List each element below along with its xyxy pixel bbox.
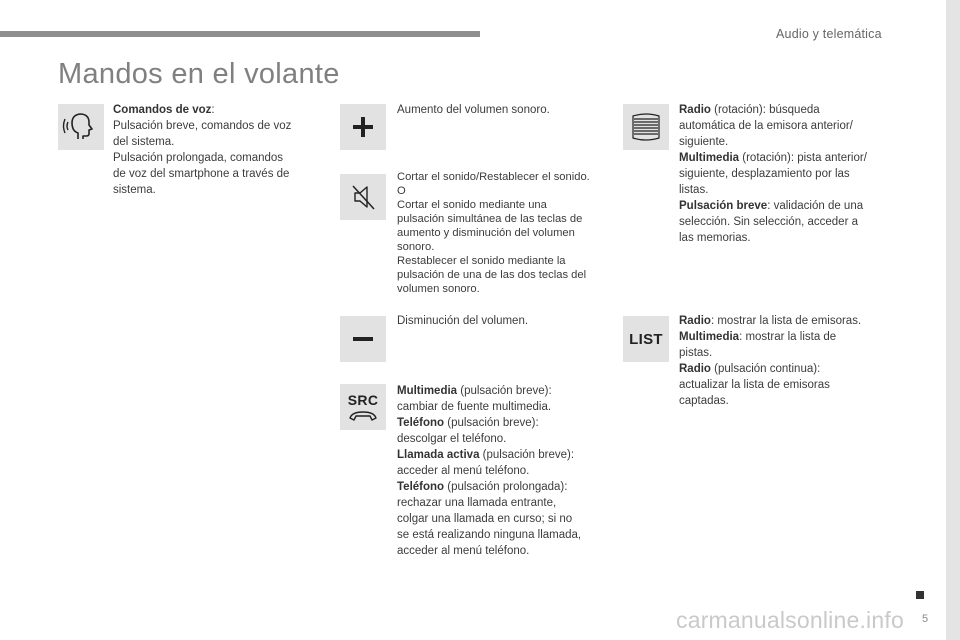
wheel-line-1 xyxy=(679,102,894,118)
wheel-rest-7: : validación de una xyxy=(767,200,864,212)
wheel-rest-1: (rotación): búsqueda xyxy=(710,104,820,116)
src-line-2: cambiar de fuente multimedia. xyxy=(397,401,552,413)
wheel-line-6: listas. xyxy=(679,184,709,196)
src-line-1 xyxy=(397,383,607,399)
page-title: Mandos en el volante xyxy=(58,58,340,90)
wheel-bold-4: Multimedia xyxy=(679,152,740,164)
mute-line-5: aumento y disminución del volumen xyxy=(397,227,575,239)
voice-command-label: Comandos de voz xyxy=(113,104,212,116)
wheel-line-5: siguiente, desplazamiento por las xyxy=(679,168,850,180)
mute-line-8: pulsación de una de las dos teclas del xyxy=(397,269,587,281)
src-label: SRC xyxy=(347,392,379,408)
thumbwheel-illustration xyxy=(623,104,669,150)
page-number: 5 xyxy=(922,613,929,625)
list-description xyxy=(679,313,894,409)
src-line-5 xyxy=(397,447,607,463)
src-line-11: acceder al menú teléfono. xyxy=(397,545,530,557)
voice-line-5: sistema. xyxy=(113,184,156,196)
list-bold-4: Radio xyxy=(679,363,711,375)
mute-line-7: Restablecer el sonido mediante la xyxy=(397,255,566,267)
src-description xyxy=(397,383,607,559)
list-line-1 xyxy=(679,313,894,329)
wheel-bold-1: Radio xyxy=(679,104,711,116)
section-title: Audio y telemática xyxy=(776,27,882,41)
mute-line-2: O xyxy=(397,185,406,197)
src-line-4: descolgar el teléfono. xyxy=(397,433,507,445)
mute-line-4: pulsación simultánea de las teclas de xyxy=(397,213,583,225)
voice-command-colon: : xyxy=(211,104,215,116)
wheel-line-9: las memorias. xyxy=(679,232,751,244)
mute-description xyxy=(397,170,612,296)
mute-line-6: sonoro. xyxy=(397,241,435,253)
list-line-2 xyxy=(679,329,894,345)
src-line-8: rechazar una llamada entrante, xyxy=(397,497,557,509)
list-rest-1: : mostrar la lista de emisoras. xyxy=(710,315,862,327)
wheel-bold-7: Pulsación breve xyxy=(679,200,768,212)
list-bold-1: Radio xyxy=(679,315,711,327)
list-rest-4: (pulsación continua): xyxy=(710,363,821,375)
wheel-line-8: selección. Sin selección, acceder a xyxy=(679,216,858,228)
src-rest-7: (pulsación prolongada): xyxy=(444,481,568,493)
header-rule xyxy=(0,31,480,37)
list-button-illustration xyxy=(623,316,669,362)
volume-down-button-illustration xyxy=(340,316,386,362)
wheel-line-3: siguiente. xyxy=(679,136,729,148)
list-bold-2: Multimedia xyxy=(679,331,740,343)
voice-line-1: Pulsación breve, comandos de voz xyxy=(113,120,292,132)
wheel-line-7 xyxy=(679,198,894,214)
src-line-3 xyxy=(397,415,607,431)
src-rest-5: (pulsación breve): xyxy=(479,449,575,461)
src-line-6: acceder al menú teléfono. xyxy=(397,465,530,477)
list-label: LIST xyxy=(629,330,663,348)
src-rest-1: (pulsación breve): xyxy=(457,385,552,397)
mute-icon xyxy=(347,181,379,213)
voice-command-description xyxy=(113,102,313,198)
phone-icon xyxy=(348,410,378,422)
src-line-7 xyxy=(397,479,607,495)
src-rest-3: (pulsación breve): xyxy=(444,417,539,429)
thumbwheel-description xyxy=(679,102,894,246)
wheel-line-4 xyxy=(679,150,894,166)
list-line-5: actualizar la lista de emisoras xyxy=(679,379,830,391)
voice-line-3: Pulsación prolongada, comandos xyxy=(113,152,284,164)
voice-command-icon xyxy=(61,107,101,147)
page-edge-tab xyxy=(946,0,960,640)
src-bold-7: Teléfono xyxy=(397,481,445,493)
volume-up-button-illustration xyxy=(340,104,386,150)
mute-line-1: Cortar el sonido/Restablecer el sonido. xyxy=(397,171,590,183)
list-rest-2: : mostrar la lista de xyxy=(739,331,837,343)
voice-command-title-line xyxy=(113,102,313,118)
src-line-9: colgar una llamada en curso; si no xyxy=(397,513,573,525)
minus-icon xyxy=(351,327,375,351)
wheel-rest-4: (rotación): pista anterior/ xyxy=(739,152,867,164)
volume-up-description xyxy=(397,102,607,118)
volume-up-line-1: Aumento del volumen sonoro. xyxy=(397,104,550,116)
src-bold-5: Llamada activa xyxy=(397,449,480,461)
src-bold-3: Teléfono xyxy=(397,417,445,429)
plus-icon xyxy=(351,115,375,139)
src-bold-1: Multimedia xyxy=(397,385,458,397)
watermark: carmanualsonline.info xyxy=(676,607,904,633)
voice-line-4: de voz del smartphone a través de xyxy=(113,168,290,180)
voice-command-button-illustration xyxy=(58,104,104,150)
volume-down-line-1: Disminución del volumen. xyxy=(397,315,529,327)
voice-line-2: del sistema. xyxy=(113,136,175,148)
wheel-line-2: automática de la emisora anterior/ xyxy=(679,120,853,132)
thumbwheel-icon xyxy=(629,110,663,144)
list-line-3: pistas. xyxy=(679,347,713,359)
mute-line-9: volumen sonoro. xyxy=(397,283,480,295)
volume-down-description xyxy=(397,313,607,329)
corner-bullet xyxy=(916,591,924,599)
list-line-4 xyxy=(679,361,894,377)
list-line-6: captadas. xyxy=(679,395,729,407)
src-button-illustration xyxy=(340,384,386,430)
mute-line-3: Cortar el sonido mediante una xyxy=(397,199,547,211)
src-line-10: se está realizando ninguna llamada, xyxy=(397,529,582,541)
mute-button-illustration xyxy=(340,174,386,220)
